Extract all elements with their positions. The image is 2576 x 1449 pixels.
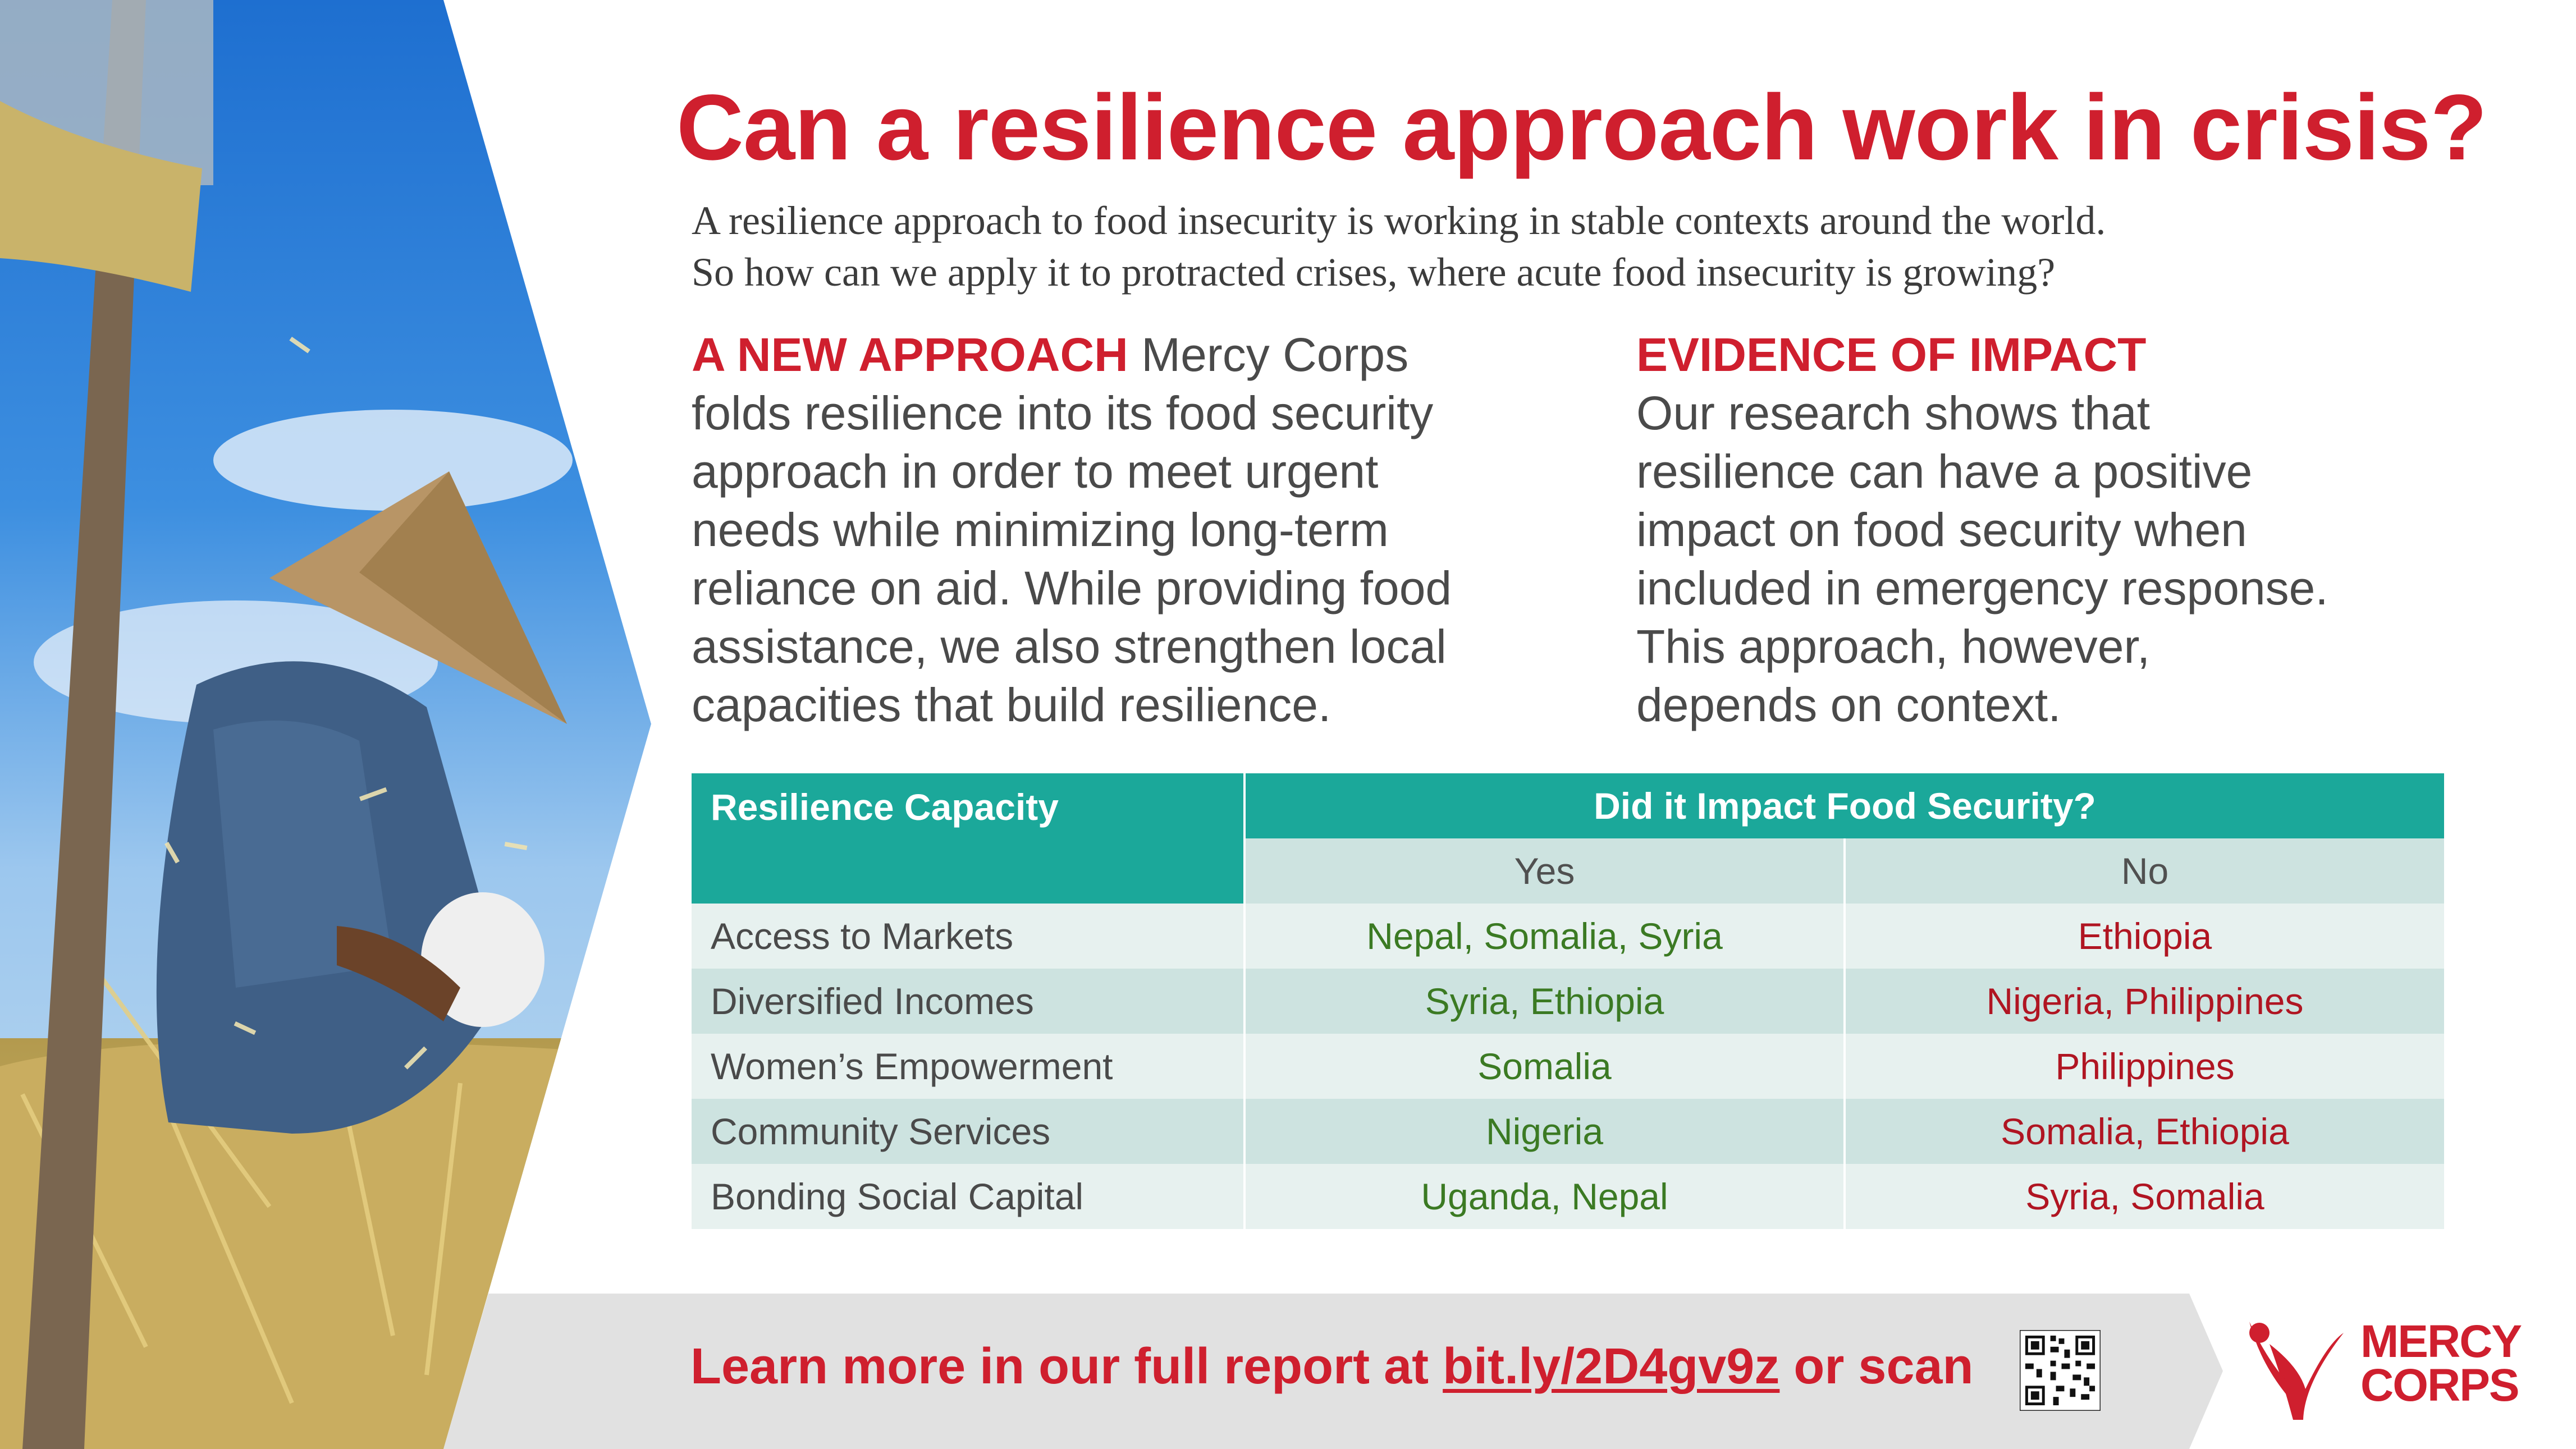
yes-cell: Uganda, Nepal — [1244, 1164, 1845, 1229]
section-heading: EVIDENCE OF IMPACT — [1636, 328, 2147, 381]
new-approach-section — [692, 325, 1556, 734]
yes-cell: Nepal, Somalia, Syria — [1244, 904, 1845, 969]
resilience-impact-table — [692, 773, 2444, 1229]
farmer-photo — [0, 0, 651, 1449]
table-row — [692, 904, 2444, 969]
qr-code-icon[interactable] — [2020, 1330, 2101, 1411]
paragraph-line — [692, 325, 1556, 384]
paragraph-line: needs while minimizing long-term — [692, 503, 1389, 556]
capacity-cell: Bonding Social Capital — [692, 1164, 1244, 1229]
paragraph-line: depends on context. — [1636, 678, 2061, 731]
learn-more-prefix: Learn more in our full report at — [690, 1338, 1443, 1395]
yes-cell: Somalia — [1244, 1034, 1845, 1099]
paragraph-line: folds resilience into its food security — [692, 387, 1434, 439]
table-row — [692, 1164, 2444, 1229]
learn-more-suffix: or scan — [1779, 1338, 1974, 1395]
table-row — [692, 969, 2444, 1034]
evidence-section — [1636, 325, 2366, 734]
capacity-cell: Access to Markets — [692, 904, 1244, 969]
no-cell: Ethiopia — [1845, 904, 2444, 969]
yes-cell: Syria, Ethiopia — [1244, 969, 1845, 1034]
column-header-yes: Yes — [1244, 838, 1845, 904]
paragraph-line: approach in order to meet urgent — [692, 445, 1379, 498]
capacity-cell: Diversified Incomes — [692, 969, 1244, 1034]
intro-line: A resilience approach to food insecurity is working in stable contexts around the world. — [692, 198, 2106, 243]
table-header-row — [692, 773, 2444, 838]
capacity-cell: Women’s Empowerment — [692, 1034, 1244, 1099]
logo-line: CORPS — [2360, 1360, 2519, 1411]
capacity-cell: Community Services — [692, 1099, 1244, 1164]
column-header-no: No — [1845, 838, 2444, 904]
paragraph-line: assistance, we also strengthen local — [692, 620, 1447, 673]
headline: Can a resilience approach work in crisis? — [676, 76, 2487, 180]
paragraph-line: reliance on aid. While providing food — [692, 562, 1452, 615]
yes-cell: Nigeria — [1244, 1099, 1845, 1164]
no-cell: Somalia, Ethiopia — [1845, 1099, 2444, 1164]
paragraph-line: Our research shows that — [1636, 387, 2151, 439]
paragraph-line: capacities that build resilience. — [692, 678, 1332, 731]
section-heading: A NEW APPROACH — [692, 328, 1128, 381]
paragraph-line: resilience can have a positive — [1636, 445, 2253, 498]
intro-line: So how can we apply it to protracted crises, where acute food insecurity is growing? — [692, 250, 2056, 295]
table-row — [692, 1099, 2444, 1164]
learn-more-text — [690, 1336, 1974, 1397]
no-cell: Philippines — [1845, 1034, 2444, 1099]
logo-line: MERCY — [2360, 1316, 2522, 1367]
no-cell: Syria, Somalia — [1845, 1164, 2444, 1229]
paragraph-line: impact on food security when — [1636, 503, 2247, 556]
paragraph-text: Mercy Corps — [1128, 328, 1409, 381]
report-link[interactable]: bit.ly/2D4gv9z — [1443, 1338, 1780, 1395]
paragraph-line: included in emergency response. — [1636, 562, 2328, 615]
no-cell: Nigeria, Philippines — [1845, 969, 2444, 1034]
table-row — [692, 1034, 2444, 1099]
mercy-corps-logo — [2360, 1316, 2522, 1411]
paragraph-line: This approach, however, — [1636, 620, 2151, 673]
column-header-capacity: Resilience Capacity — [692, 773, 1244, 904]
column-header-impact: Did it Impact Food Security? — [1244, 773, 2444, 838]
